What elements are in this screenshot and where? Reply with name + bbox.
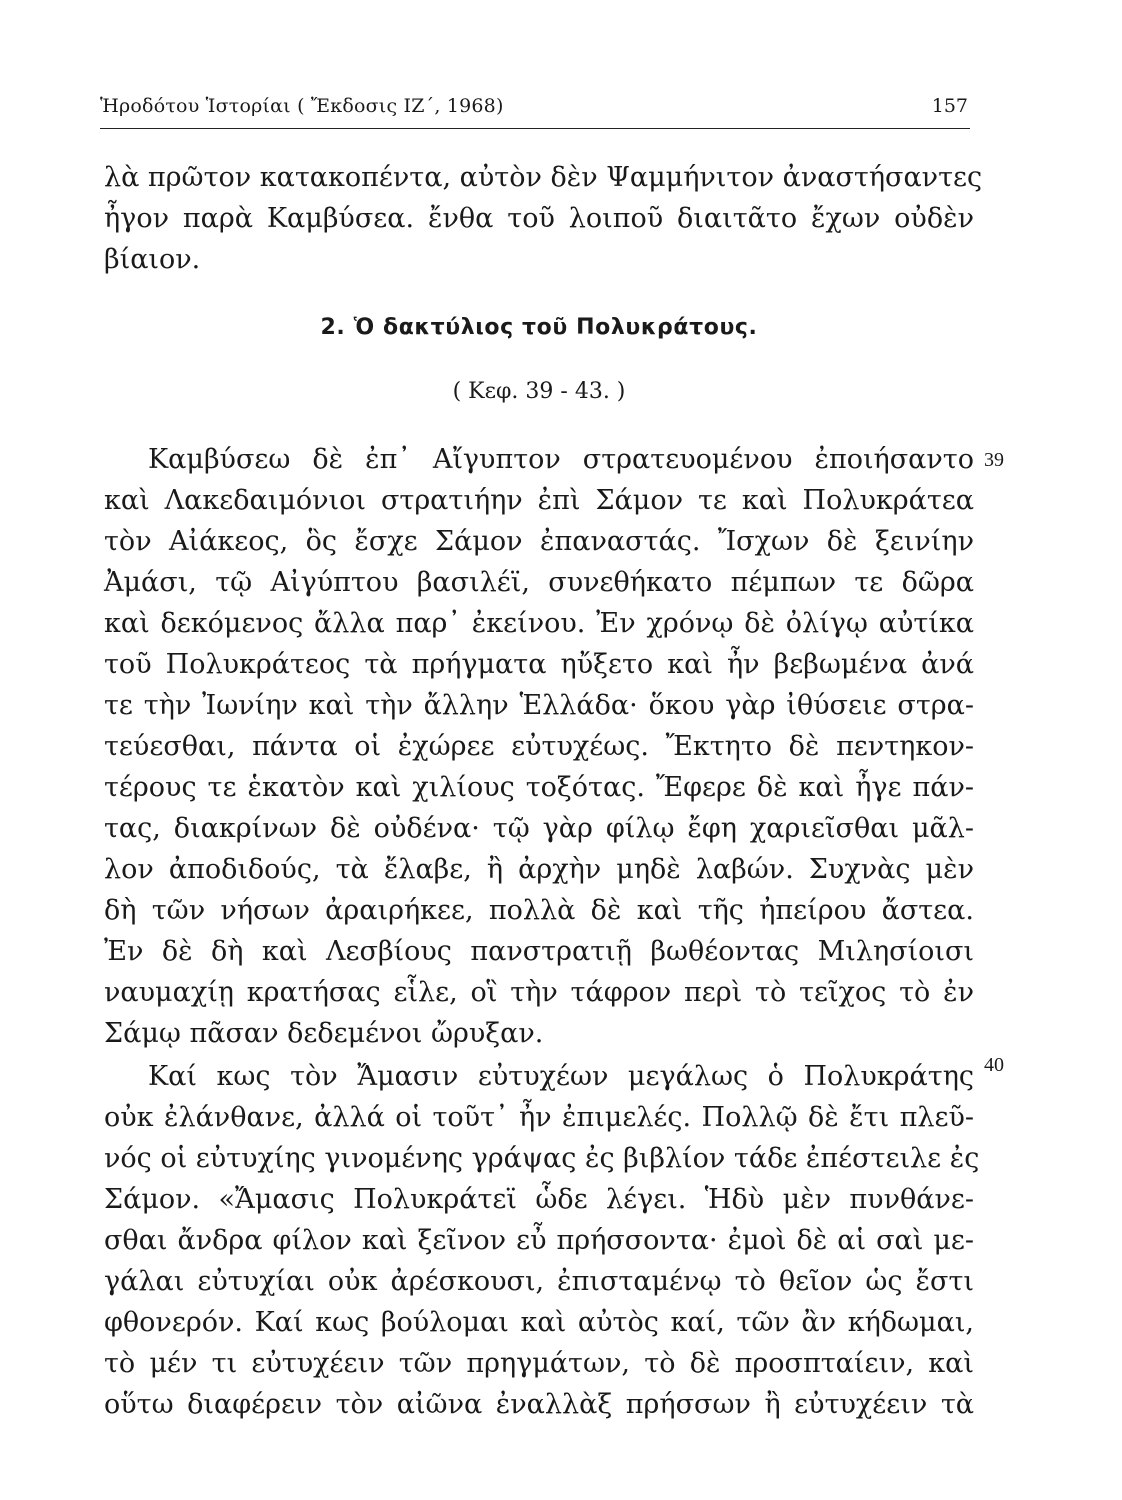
margin-chapter-number: 39	[984, 449, 1004, 471]
text-line: Ἐν δὲ δὴ καὶ Λεσβίους πανστρατιῇ βωθέοντας Μιλησίοισι	[104, 936, 974, 967]
text-line: οὕτω διαφέρειν τὸν αἰῶνα ἐναλλὰξ πρήσσων ἢ εὐτυχέειν τὰ	[104, 1389, 974, 1420]
text-line: τοῦ Πολυκράτεος τὰ πρήγματα ηὔξετο καὶ ἦν βεβωμένα ἀνά	[104, 649, 974, 680]
text-line: δὴ τῶν νήσων ἀραιρήκεε, πολλὰ δὲ καὶ τῆς ἠπείρου ἄστεα.	[104, 895, 974, 926]
text-line: φθονερόν. Καί κως βούλομαι καὶ αὐτὸς καί, τῶν ἂν κήδωμαι,	[104, 1307, 974, 1338]
text-line: Ἀμάσι, τῷ Αἰγύπτου βασιλέϊ, συνεθήκατο πέμπων τε δῶρα	[104, 567, 974, 598]
text-line: Καί κως τὸν Ἄμασιν εὐτυχέων μεγάλως ὁ Πολυκράτης	[148, 1061, 974, 1092]
text-line: τας, διακρίνων δὲ οὐδένα· τῷ γὰρ φίλῳ ἔφη χαριεῖσθαι μᾶλ-	[104, 813, 974, 844]
text-line: Σάμον. «Ἄμασις Πολυκράτεϊ ὧδε λέγει. Ἡδὺ μὲν πυνθάνε-	[104, 1184, 974, 1215]
page-number: 157	[931, 95, 968, 117]
text-line: καὶ δεκόμενος ἄλλα παρ᾽ ἐκείνου. Ἐν χρόνῳ δὲ ὀλίγῳ αὐτίκα	[104, 608, 974, 639]
text-line: τὸν Αἰάκεος, ὃς ἔσχε Σάμον ἐπαναστάς. Ἴσχων δὲ ξεινίην	[104, 526, 974, 557]
running-header	[100, 92, 970, 129]
chapter-range: ( Κεφ. 39 - 43. )	[452, 379, 626, 404]
text-line: ναυμαχίῃ κρατήσας εἷλε, οἳ τὴν τάφρον περὶ τὸ τεῖχος τὸ ἐν	[104, 977, 974, 1008]
text-line: καὶ Λακεδαιμόνιοι στρατιήην ἐπὶ Σάμον τε καὶ Πολυκράτεα	[104, 485, 974, 516]
text-line: γάλαι εὐτυχίαι οὐκ ἀρέσκουσι, ἐπισταμένῳ τὸ θεῖον ὡς ἔστι	[104, 1266, 974, 1297]
text-line: τε τὴν Ἰωνίην καὶ τὴν ἄλλην Ἑλλάδα· ὅκου γὰρ ἰθύσειε στρα-	[104, 690, 974, 721]
text-line: τέρους τε ἑκατὸν καὶ χιλίους τοξότας. Ἔφερε δὲ καὶ ἦγε πάν-	[104, 772, 974, 803]
section-heading: 2. Ὁ δακτύλιος τοῦ Πολυκράτους.	[320, 315, 758, 340]
text-line: Σάμῳ πᾶσαν δεδεμένοι ὤρυξαν.	[104, 1018, 544, 1049]
text-line: τεύεσθαι, πάντα οἱ ἐχώρεε εὐτυχέως. Ἔκτητο δὲ πεντηκον-	[104, 731, 974, 762]
text-line: βίαιον.	[104, 244, 201, 275]
text-line: λον ἀποδιδούς, τὰ ἔλαβε, ἢ ἀρχὴν μηδὲ λαβών. Συχνὰς μὲν	[104, 854, 974, 885]
text-line: οὐκ ἐλάνθανε, ἀλλά οἱ τοῦτ᾽ ἦν ἐπιμελές. Πολλῷ δὲ ἔτι πλεῦ-	[104, 1102, 974, 1133]
margin-chapter-number: 40	[984, 1054, 1004, 1076]
text-line: Καμβύσεω δὲ ἐπ᾽ Αἴγυπτον στρατευομένου ἐποιήσαντο	[148, 444, 974, 475]
text-line: τὸ μέν τι εὐτυχέειν τῶν πρηγμάτων, τὸ δὲ προσπταίειν, καὶ	[104, 1348, 974, 1379]
running-title: Ἡροδότου Ἱστορίαι ( Ἔκδοσις ΙΖ΄, 1968)	[100, 95, 504, 117]
text-line: νός οἱ εὐτυχίης γινομένης γράψας ἐς βιβλίον τάδε ἐπέστειλε ἐς	[104, 1143, 980, 1174]
text-line: ἦγον παρὰ Καμβύσεα. ἔνθα τοῦ λοιποῦ διαιτᾶτο ἔχων οὐδὲν	[104, 203, 974, 234]
text-line: σθαι ἄνδρα φίλον καὶ ξεῖνον εὖ πρήσσοντα· ἐμοὶ δὲ αἱ σαὶ με-	[104, 1225, 974, 1256]
text-line: λὰ πρῶτον κατακοπέντα, αὐτὸν δὲν Ψαμμήνιτον ἀναστήσαντες	[104, 162, 983, 193]
